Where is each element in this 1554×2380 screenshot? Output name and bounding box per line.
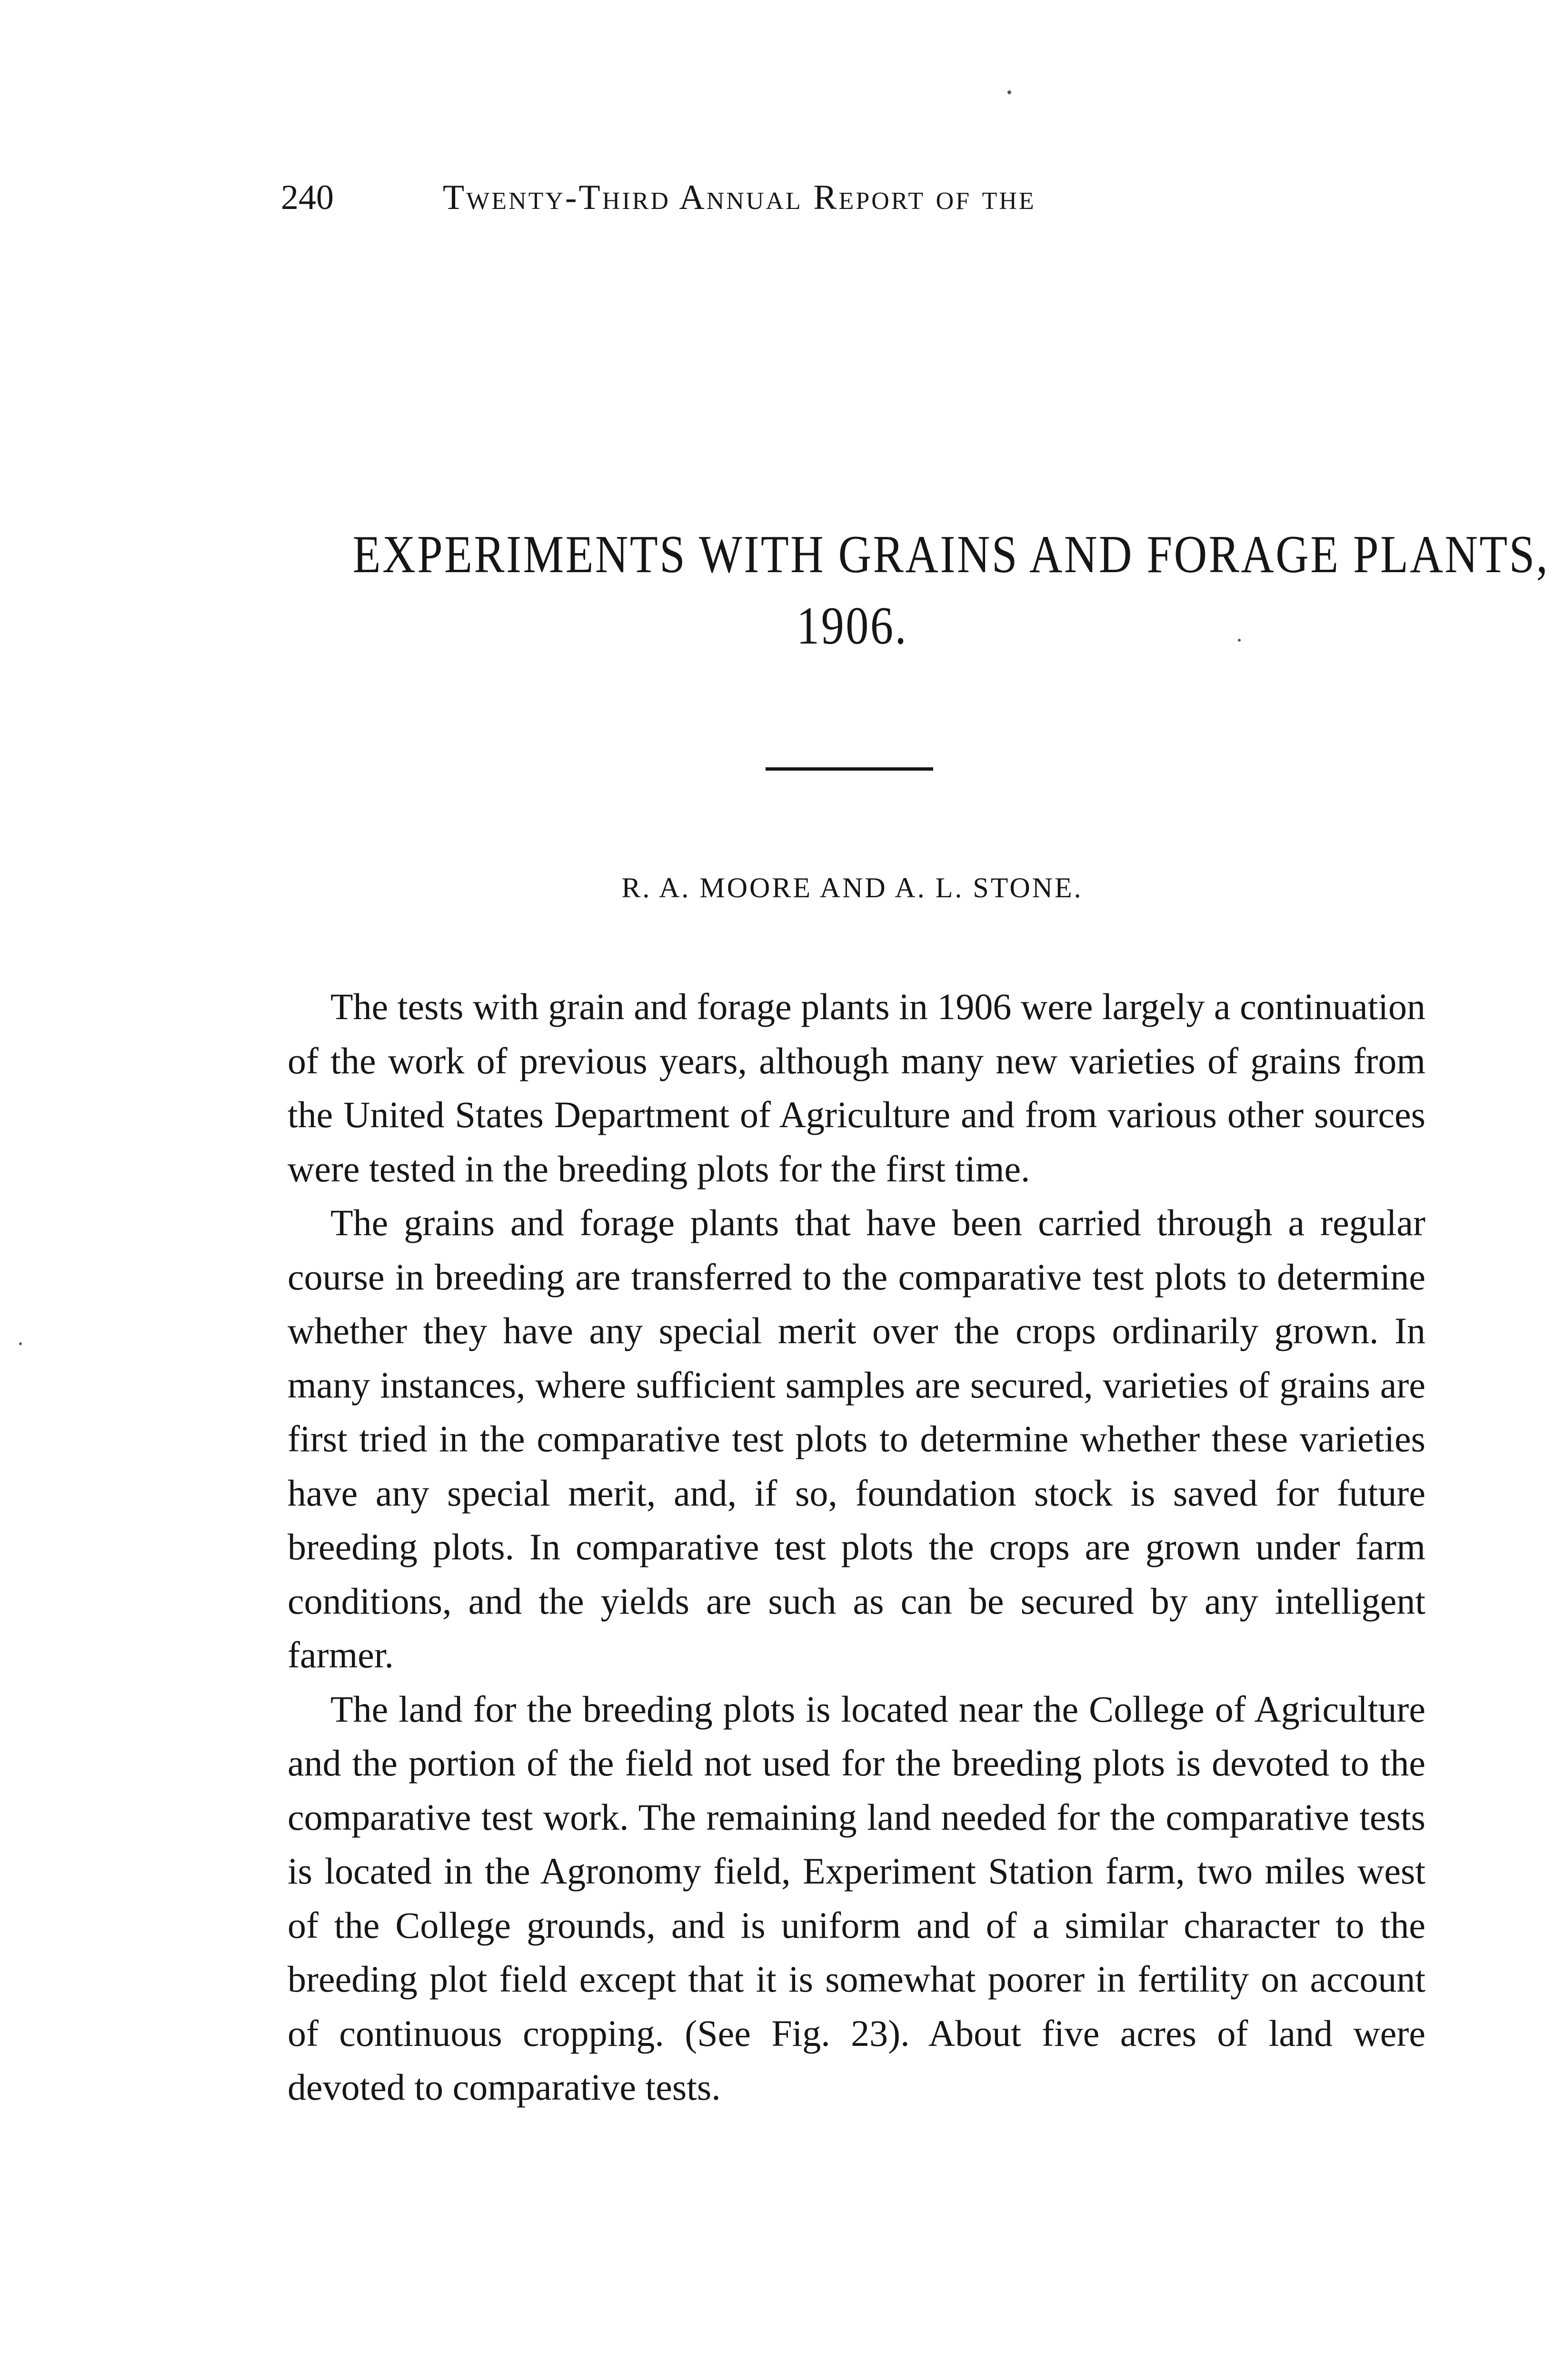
- scan-speck: [1007, 90, 1011, 94]
- title-divider: [766, 767, 933, 771]
- scan-speck: [19, 1342, 22, 1345]
- paragraph-3: The land for the breeding plots is located near the College of Agriculture and the portion of the field not used for the breeding plots is devoted to the comparative test work. The remaining land needed for the comparative tests is located in the Agronomy field, Experiment Station farm, two miles west of the College grounds, and is uniform and of a similar character to the breeding plot field except that it is somewhat poorer in fertility on account of continuous cropping. (See Fig. 23). About five acres of land were devoted to comparative tests.: [288, 1688, 1425, 2108]
- title-line-1: EXPERIMENTS WITH GRAINS AND FORAGE PLANTS,: [352, 525, 1550, 584]
- article-body: [288, 980, 1425, 2114]
- running-title: Twenty-Third Annual Report of the: [443, 178, 1036, 217]
- page-number: 240: [281, 178, 334, 217]
- scan-speck: [1238, 639, 1241, 642]
- running-head: [281, 171, 1424, 224]
- paragraph-1: The tests with grain and forage plants in 1906 were largely a continuation of the work of previous years, although many new varieties of grains from the United States Department of Agriculture and from various other sources were tested in the breeding plots for the first time.: [288, 986, 1425, 1190]
- title-line-2: 1906.: [797, 596, 908, 655]
- paragraph-2: The grains and forage plants that have been carried through a regular course in breeding are transferred to the comparative test plots to determine whether they have any special merit over the crops ordinarily grown. In many instances, where sufficient samples are secured, varieties of grains are first tried in the comparative test plots to determine whether these varieties have any special merit, and, if so, foundation stock is saved for future breeding plots. In comparative test plots the crops are grown under farm conditions, and the yields are such as can be secured by any intelligent farmer.: [288, 1202, 1425, 1676]
- authors-byline: R. A. MOORE AND A. L. STONE.: [621, 872, 1083, 903]
- article-title: [352, 519, 1550, 662]
